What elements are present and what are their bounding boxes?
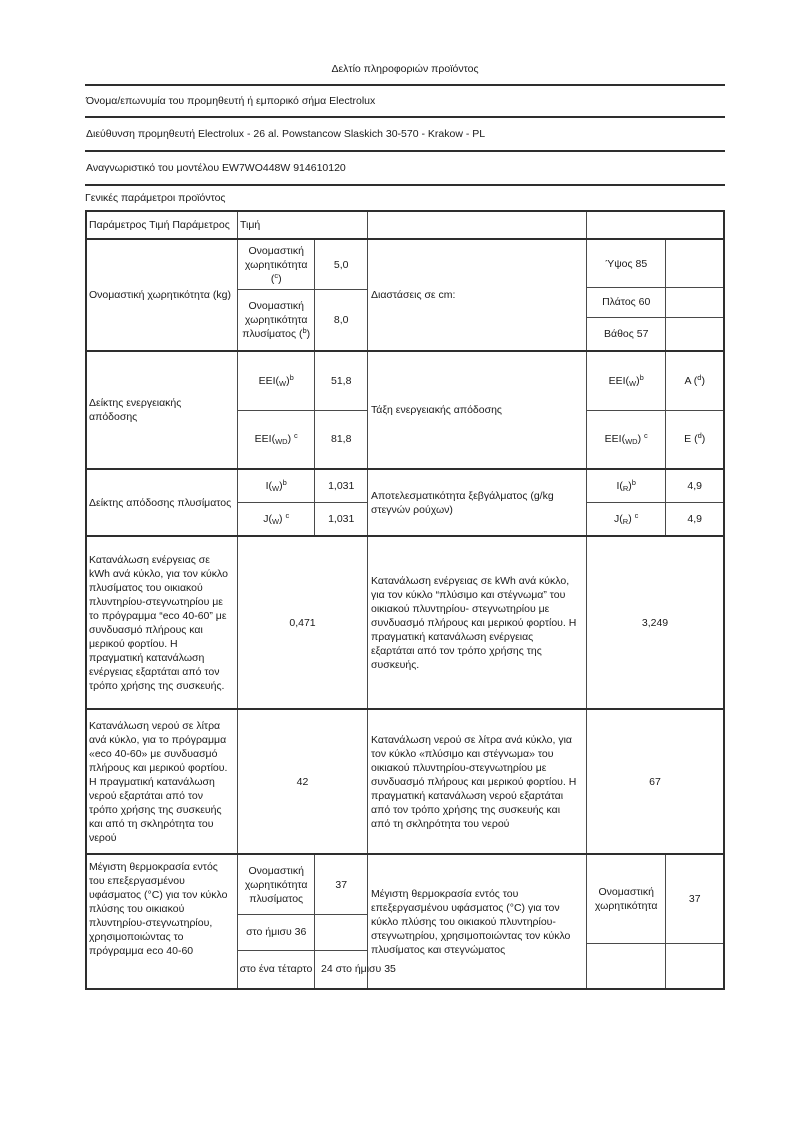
- energy-class-w-label-cell: $EEI(_W)^b$: [608, 372, 644, 388]
- row-rated-capacity: [87, 238, 723, 350]
- energy-wd-label: Κατανάλωση ενέργειας σε kWh ανά κύκλο, για τον κύκλο “πλύσιμο και στέγνωμα” του οικιακού πλυντηρίου- στεγνωτηρίου με συνδυασμό πλήρους και μερικού φορτίου. Η πραγματική κατανάλωση ενέργειας εξαρτάται από τον τρόπο χρήσης της συσκευής.: [371, 574, 577, 671]
- washperf-label-cell: [87, 470, 237, 535]
- temperature-half-subrow: [238, 914, 367, 949]
- water-wash-label-cell: [87, 710, 237, 853]
- supplier-address-text: Διεύθυνση προμηθευτή Electrolux - 26 al. Powstancow Slaskich 30-570 - Krakow - PL: [86, 128, 486, 140]
- capacity-total-value-cell: [314, 240, 367, 289]
- washperf-iw-label-cell: $I(_W)^b$: [265, 478, 287, 493]
- row-washing-performance: [87, 468, 723, 535]
- eei-w-value-cell: [314, 352, 367, 410]
- temperature-rated-value: 37: [688, 892, 701, 905]
- eei-wd-symbol: EEI(: [254, 433, 276, 446]
- temperature-quarter-label: στο ένα τέταρτο: [239, 963, 313, 976]
- temperature-empty-label-cell: [587, 944, 665, 988]
- capacity-values-group: [237, 240, 367, 350]
- temperature-wash-label: Μέγιστη θερμοκρασία εντός του επεξεργασμένου υφάσματος (°C) για τον κύκλο πλύσης του οικιακού πλυντηρίου-στεγνωτηρίου, χρησιμοποιώντας το πρόγραμμα eco 40-60: [89, 861, 228, 957]
- temperature-wd-label-cell: [367, 855, 586, 988]
- supplier-address-row: [85, 116, 725, 150]
- washperf-jw-label-cell: $J(_W)$ $^c$: [263, 511, 290, 526]
- eei-wd-label-cell: $EEI(_{WD})$ $^c$: [254, 431, 298, 447]
- eei-wd-value-cell: [314, 411, 367, 468]
- general-parameters-heading-row: [85, 184, 725, 210]
- temperature-quarter-label-cell: [238, 951, 314, 988]
- energy-wd-value: 3,249: [641, 616, 669, 629]
- energy-class-values-group: [586, 352, 723, 468]
- water-wd-value-cell: [586, 710, 723, 853]
- energy-wash-label: Κατανάλωση ενέργειας σε kWh ανά κύκλο, για τον κύκλο πλυσίματος του οικιακού πλυντηρίου-στεγνωτηρίου με το πρόγραμμα “eco 40-60” με συνδυασμό πλήρους και μερικού φορτίου. Η πραγματική κατανάλωση ενέργειας εξαρτάται από τον τρόπο χρήσης της συσκευής.: [89, 553, 228, 692]
- eei-wd-subrow: [238, 410, 367, 468]
- eei-values-group: [237, 352, 367, 468]
- dimension-depth: Βάθος 57: [604, 327, 649, 340]
- temperature-rated-value-cell: [665, 855, 723, 943]
- rinse-ir-value-cell: [665, 470, 723, 502]
- capacity-wash-value: 8,0: [333, 314, 349, 327]
- header-cell-left: [87, 212, 237, 238]
- temperature-half-label: στο ήμισυ 36: [246, 926, 307, 939]
- energy-class-w-value: A (: [684, 374, 698, 387]
- energy-wash-value-cell: [237, 537, 367, 708]
- footnote-b: b: [289, 372, 294, 382]
- eei-w-symbol: EEI(: [258, 374, 280, 387]
- energy-wd-value-cell: [586, 537, 723, 708]
- general-parameters-heading: Γενικές παράμετροι προϊόντος: [85, 192, 226, 204]
- water-wd-label: Κατανάλωση νερού σε λίτρα ανά κύκλο, για τον κύκλο «πλύσιμο και στέγνωμα» του οικιακού πλυντηρίου-στεγνωτηρίου με συνδυασμό πλήρους και μερικού φορτίου. Η πραγματική κατανάλωση νερού εξαρτάται από τον τρόπο χρήσης της συσκευής και από τη σκληρότητα του νερού: [371, 733, 577, 830]
- temperature-empty-value-cell: [665, 944, 723, 988]
- table-header-row: [87, 212, 723, 238]
- rinse-ir-label-cell: $I(_R)^b$: [616, 478, 636, 493]
- row-max-temperature: [87, 853, 723, 988]
- header-value-text: Τιμή: [240, 219, 261, 231]
- eei-w-value: 51,8: [330, 374, 352, 387]
- temperature-wd-label: Μέγιστη θερμοκρασία εντός του επεξεργασμένου υφάσματος (°C) για τον κύκλο πλύσης του οικιακού πλυντηρίου-στεγνωτηρίου, χρησιμοποιώντας τον κύκλο πλυσίματος και στεγνώματος: [371, 887, 571, 956]
- dimension-height-value-cell: [665, 240, 723, 287]
- header-cell-value: [237, 212, 367, 238]
- washperf-values-group: [237, 470, 367, 535]
- product-parameters-table: [85, 210, 725, 990]
- temperature-rated-group: [586, 855, 723, 988]
- model-identifier-text: Αναγνωριστικό του μοντέλου EW7WO448W 914610120: [86, 162, 346, 174]
- dimension-height-subrow: [587, 240, 723, 287]
- water-wd-label-cell: [367, 710, 586, 853]
- capacity-wash-subrow: [238, 289, 367, 350]
- header-cell-right: [367, 212, 586, 238]
- row-energy-consumption: [87, 535, 723, 708]
- rinse-ir-subrow: [587, 470, 723, 502]
- water-wash-value-cell: [237, 710, 367, 853]
- capacity-total-subrow: [238, 240, 367, 289]
- washperf-jw-value: 1,031: [328, 513, 355, 525]
- rinse-jr-label-cell: $J(_R)$ $^c$: [614, 511, 639, 526]
- energy-class-w-subrow: [587, 352, 723, 410]
- water-wash-label: Κατανάλωση νερού σε λίτρα ανά κύκλο, για το πρόγραμμα «eco 40-60» με συνδυασμό πλήρους και μερικού φορτίου. Η πραγματική κατανάλωση νερού εξαρτάται από τον τρόπο χρήσης της συσκευής και από τη σκληρότητα του νερού: [89, 719, 228, 844]
- temperature-rated-label-cell: [587, 855, 665, 943]
- energy-class-wd-subrow: [587, 410, 723, 468]
- capacity-wash-label-cell: Ονομαστική χωρητικότητα πλυσίματος ($^b$): [242, 300, 311, 341]
- capacity-label: Ονομαστική χωρητικότητα (kg): [89, 289, 231, 301]
- dimension-height: Ύψος 85: [605, 257, 648, 270]
- temperature-empty-subrow: [587, 943, 723, 988]
- dimension-width: Πλάτος 60: [602, 296, 651, 309]
- rinse-jr-value-cell: [665, 503, 723, 535]
- capacity-wash-label: Ονομαστική χωρητικότητα πλυσίματος (: [242, 300, 308, 341]
- capacity-total-label: Ονομαστική χωρητικότητα (: [244, 244, 308, 285]
- dimensions-label-cell: [367, 240, 586, 350]
- temperature-quarter-value: 24 στο ήμισυ 35: [321, 963, 396, 976]
- temperature-quarter-value-cell: [314, 951, 396, 988]
- washperf-jw-value-cell: [314, 503, 367, 535]
- energy-class-label-cell: [367, 352, 586, 468]
- capacity-total-label-cell: Ονομαστική χωρητικότητα ($^c$): [244, 244, 308, 285]
- row-energy-efficiency-index: [87, 350, 723, 468]
- dimension-depth-cell: [587, 318, 665, 350]
- eei-w-label-cell: $EEI(_W)^b$: [258, 372, 294, 388]
- temperature-rated-wash-value-cell: [314, 855, 367, 914]
- energy-class-wd-value: E (: [684, 433, 698, 446]
- energy-wash-value: 0,471: [289, 616, 316, 629]
- page-title: Δελτίο πληροφοριών προϊόντος: [331, 63, 479, 75]
- supplier-name-text: Όνομα/επωνυμία του προμηθευτή ή εμπορικό σήμα Electrolux: [86, 95, 376, 107]
- capacity-total-value: 5,0: [333, 258, 349, 271]
- temperature-rated-subrow: [587, 855, 723, 943]
- temperature-values-group: [237, 855, 396, 988]
- temperature-rated-wash-label: Ονομαστική χωρητικότητα πλυσίματος: [244, 864, 308, 905]
- eei-w-subrow: [238, 352, 367, 410]
- temperature-rated-label: Ονομαστική χωρητικότητα: [594, 885, 658, 912]
- footnote-c: c: [274, 270, 279, 280]
- washperf-iw-value-cell: [314, 470, 367, 502]
- rinse-ir-value: 4,9: [687, 480, 703, 492]
- energy-class-wd-value-cell: E ($^d$): [665, 411, 723, 468]
- temperature-half-label-cell: [238, 915, 314, 949]
- energy-class-label: Τάξη ενεργειακής απόδοσης: [371, 404, 502, 416]
- temperature-wash-label-cell: [87, 855, 237, 988]
- rinse-jr-value: 4,9: [687, 513, 703, 525]
- dimensions-label: Διαστάσεις σε cm:: [371, 289, 456, 301]
- washperf-label: Δείκτης απόδοσης πλυσίματος: [89, 496, 232, 509]
- header-cell-right-value: [586, 212, 723, 238]
- eei-wd-value: 81,8: [330, 433, 352, 446]
- dimension-depth-subrow: [587, 317, 723, 350]
- temperature-quarter-subrow: [238, 950, 396, 988]
- supplier-name-row: [85, 84, 725, 116]
- capacity-wash-value-cell: [314, 290, 367, 350]
- footnote-d: d: [697, 372, 702, 382]
- eei-label-cell: [87, 352, 237, 468]
- energy-class-w-value-cell: A ($^d$): [665, 352, 723, 410]
- energy-wash-label-cell: [87, 537, 237, 708]
- rinse-label-cell: [367, 470, 586, 535]
- dimension-depth-value-cell: [665, 318, 723, 350]
- water-wd-value: 67: [649, 775, 661, 788]
- washperf-jw-subrow: [238, 502, 367, 535]
- row-water-consumption: [87, 708, 723, 853]
- dimension-width-cell: [587, 288, 665, 316]
- rinse-label: Αποτελεσματικότητα ξεβγάλματος (g/kg στεγνών ρούχων): [371, 489, 554, 516]
- temperature-rated-wash-subrow: [238, 855, 367, 914]
- dimension-height-cell: [587, 240, 665, 287]
- washperf-iw-value: 1,031: [328, 480, 355, 492]
- footnote-c: c: [294, 431, 298, 441]
- temperature-half-value-cell: [314, 915, 367, 949]
- model-identifier-row: [85, 150, 725, 184]
- water-wash-value: 42: [296, 775, 309, 788]
- dimensions-values-group: [586, 240, 723, 350]
- rinse-values-group: [586, 470, 723, 535]
- capacity-label-cell: [87, 240, 237, 350]
- document-content: [85, 0, 725, 990]
- energy-wd-label-cell: [367, 537, 586, 708]
- header-left-text: Παράμετρος Τιμή Παράμετρος: [89, 219, 230, 231]
- rinse-jr-subrow: [587, 502, 723, 535]
- temperature-rated-wash-label-cell: [238, 855, 314, 914]
- eei-label: Δείκτης ενεργειακής απόδοσης: [89, 397, 182, 423]
- dimension-width-value-cell: [665, 288, 723, 316]
- dimension-width-subrow: [587, 287, 723, 316]
- temperature-rated-wash-value: 37: [335, 878, 348, 891]
- washperf-iw-subrow: [238, 470, 367, 502]
- footnote-b: b: [302, 326, 307, 336]
- energy-class-wd-label-cell: $EEI(_{WD})$ $^c$: [604, 431, 648, 447]
- footnote-d: d: [697, 431, 702, 441]
